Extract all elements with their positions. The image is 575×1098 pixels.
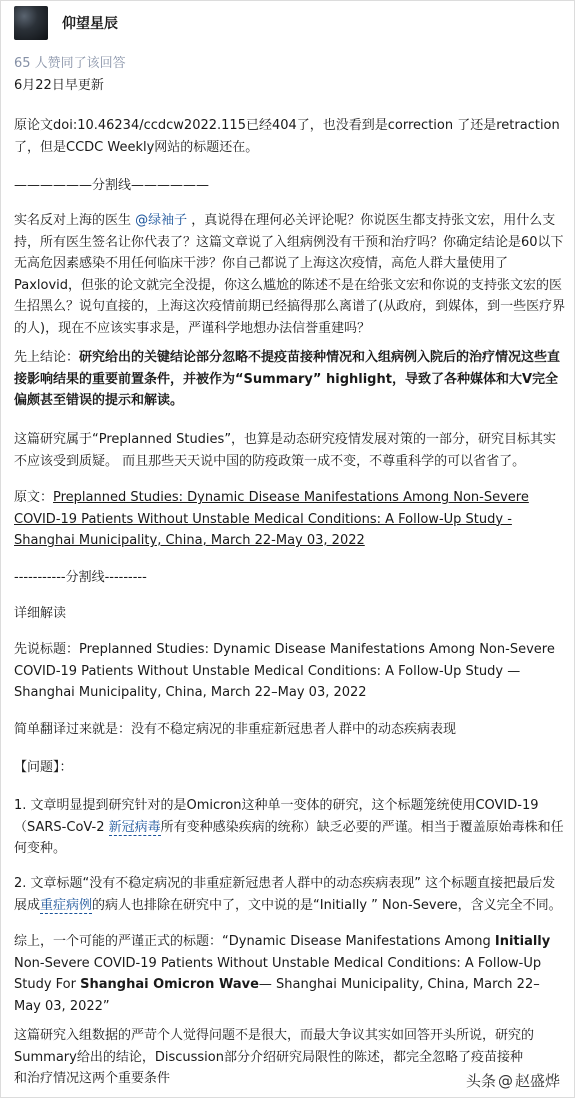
doi-paragraph: 原论文doi:10.46234/ccdcw2022.115已经404了，也没看到是correction 了还是retraction了，但是CCDC Weekly网站的标题还在。 (14, 118, 560, 155)
problem-2 (14, 873, 566, 916)
text-span: — Shanghai Municipality, China, March 22–May 03, 2022” (14, 977, 540, 1014)
text-span: 综上，一个可能的严谨正式的标题：“Dynamic Disease Manifestations Among (14, 934, 495, 949)
divider-text: ——————分割线—————— (14, 178, 210, 193)
author-avatar[interactable] (14, 6, 48, 40)
final-paragraph: 这篇研究入组数据的严苛个人觉得问题不是很大，而最大争议其实如回答开头所说，研究的Summary给出的结论，Discussion部分介绍研究局限性的陈述，都完全忽略了疫苗接种和治疗情况这两个重要条件 (14, 1028, 535, 1086)
real-name-paragraph (14, 210, 566, 339)
text-span: 实名反对上海的医生 (14, 213, 136, 228)
divider-text: -----------分割线--------- (14, 570, 147, 585)
conclusion-paragraph (14, 347, 566, 412)
summary-title-paragraph (14, 931, 566, 1017)
update-line: 6月22日早更新 (14, 78, 104, 93)
text-span: ，真说得在理何必关评论呢？你说医生都支持张文宏，用什么支持，所有医生签名让你代表了？这篇文章说了入组病例没有干预和治疗吗？你确定结论是60以下无高危因素感染不用任何临床干涉？你自己都说了上海这次疫情，高危人群大量使用了Paxlovid，但张的论文就完全没提，你这么尴尬的陈述不是在给张文宏和你说的支持张文宏的医生招黑么？说句直接的，上海这次疫情前期已经搞得那么离谱了(从政府，到媒体，到一些医疗界的人)，现在不应该实事求是，严谨科学地想办法信誉重建吗？ (14, 213, 566, 336)
watermark-at: @ (497, 1071, 513, 1090)
source-watermark (466, 1070, 560, 1091)
preplanned-paragraph: 这篇研究属于“Preplanned Studies”，也算是动态研究疫情发展对策的一部分，研究目标其实不应该受到质疑。 而且那些天天说中国的防疫政策一成不变，不尊重科学的可以省省了。 (14, 432, 557, 469)
likes-count: 65 人赞同了该回答 (14, 56, 126, 71)
title-paragraph: 先说标题：Preplanned Studies: Dynamic Disease Manifestations Among Non-Severe COVID-19 Patients Without Unstable Medical Conditions: A Follow-Up Study — Shanghai Municipality, China, March 22–May 03, 2022 (14, 642, 555, 700)
text-span: 1. 文章明显提到研究针对的是Omicron这种单一变体的研究，这个标题笼统使用COVID-19（SARS-CoV-2 (14, 798, 539, 835)
text-span: 所有变种感染疾病的统称）缺乏必要的严谨。相当于覆盖原始毒株和任何变种。 (14, 819, 564, 856)
answer-header (14, 5, 118, 41)
term-link[interactable]: 重症病例 (40, 897, 93, 913)
problem-1 (14, 795, 566, 860)
translation-line: 简单翻译过来就是：没有不稳定病况的非重症新冠患者人群中的动态疾病表现 (14, 722, 457, 737)
original-paper-link[interactable]: Preplanned Studies: Dynamic Disease Manifestations Among Non-Severe COVID-19 Patients Without Unstable Medical Conditions: A Follow-Up Study - Shanghai Municipality, China, March 22-May 03, 2022 (14, 490, 529, 548)
watermark-brand: 头条 (465, 1072, 496, 1090)
watermark-user: 赵盛烨 (514, 1072, 560, 1090)
text-span: Non-Severe COVID-19 Patients Without Unstable Medical Conditions: A Follow-Up Study For (14, 955, 542, 992)
term-link[interactable]: 新冠病毒 (108, 819, 161, 835)
user-mention-link[interactable]: @绿袖子 (135, 213, 188, 228)
original-paper-paragraph (14, 487, 566, 552)
bold-text: Initially (494, 934, 551, 949)
conclusion-text: 研究给出的关键结论部分忽略不提疫苗接种情况和入组病例入院后的治疗情况这些直接影响结果的重要前置条件，并被作为“Summary” highlight，导致了各种媒体和大V完全偏颇甚至错误的提示和解读。 (14, 350, 561, 408)
conclusion-label: 先上结论： (14, 350, 80, 365)
text-span: 的病人也排除在研究中了，文中说的是“Initially ” Non-Severe，含义完全不同。 (92, 897, 562, 913)
detail-heading: 详细解读 (14, 606, 67, 621)
original-label: 原文： (14, 490, 54, 505)
problems-heading: 【问题】： (14, 760, 73, 775)
bold-text: Shanghai Omicron Wave (80, 977, 259, 992)
author-name[interactable]: 仰望星辰 (62, 16, 118, 32)
text-span: 2. 文章标题“没有不稳定病况的非重症新冠患者人群中的动态疾病表现” 这个标题直接把最后发展成 (14, 876, 556, 913)
